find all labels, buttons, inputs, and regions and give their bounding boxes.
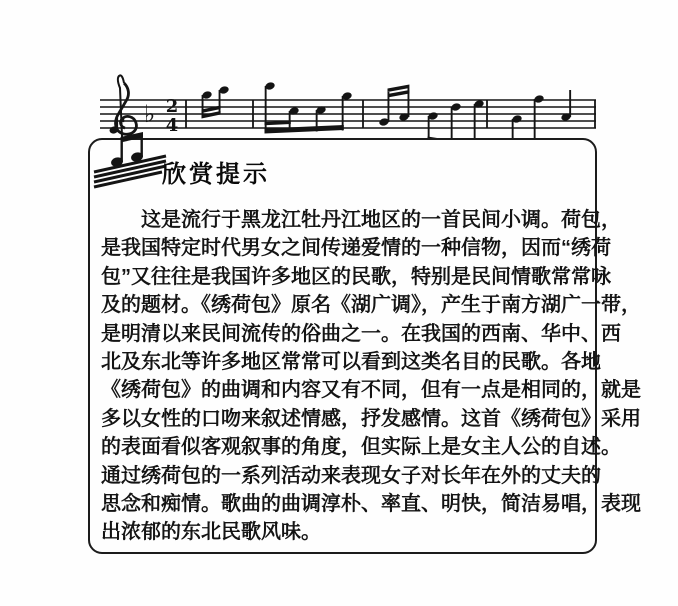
text-line: 思念和痴情。歌曲的曲调淳朴、率直、明快，简洁易唱，表现 — [101, 492, 641, 515]
text-line: 的表面看似客观叙事的角度，但实际上是女主人公的自述。 — [101, 436, 621, 459]
text-line: 是明清以来民间流传的俗曲之一。在我国的西南、华中、西 — [101, 322, 621, 345]
appreciation-tip-box — [88, 138, 641, 554]
time-signature-lower: 4 — [165, 115, 179, 136]
section-heading: 欣赏提示 — [162, 161, 270, 188]
text-line: 包”又往往是我国许多地区的民歌，特别是民间情歌常常咏 — [101, 265, 611, 288]
text-line: 通过绣荷包的一系列活动来表现女子对长年在外的丈夫的 — [101, 464, 601, 487]
tip-text — [101, 206, 641, 547]
flat-sign: ♭ — [144, 100, 156, 128]
text-line: 是我国特定时代男女之间传递爱情的一种信物，因而“绣荷 — [101, 237, 611, 260]
time-signature-upper: 2 — [165, 96, 179, 117]
text-line: 多以女性的口吻来叙述情感，抒发感情。这首《绣荷包》采用 — [101, 407, 641, 430]
text-line: 北及东北等许多地区常常可以看到这类名目的民歌。各地 — [101, 350, 601, 373]
text-line: 及的题材。《绣荷包》原名《湖广调》，产生于南方湖广一带， — [101, 294, 641, 317]
text-line: 《绣荷包》的曲调和内容又有不同，但有一点是相同的，就是 — [101, 379, 641, 402]
text-line: 这是流行于黑龙江牡丹江地区的一首民间小调。荷包， — [141, 209, 621, 231]
text-line: 出浓郁的东北民歌风味。 — [101, 521, 321, 544]
